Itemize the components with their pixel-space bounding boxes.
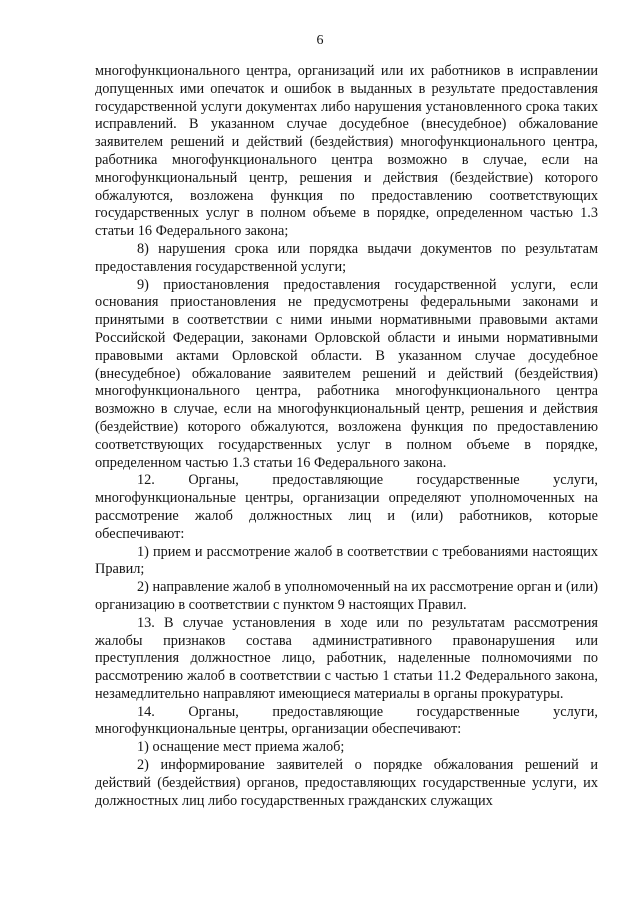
paragraph-section-14-item-2: 2) информирование заявителей о порядке обжалования решений и действий (бездействия) органов, предоставляющих государственные услуги, их должностных лиц либо государственных гражданских служащих <box>95 757 598 809</box>
paragraph-section-12: 12. Органы, предоставляющие государственные услуги, многофункциональные центры, организации определяют уполномоченных на рассмотрение жалоб должностных лиц и (или) работников, которые обеспечивают: <box>95 472 598 542</box>
paragraph-section-13: 13. В случае установления в ходе или по результатам рассмотрения жалобы признаков состава административного правонарушения или преступления должностное лицо, работник, наделенные полномочиями по рассмотрению жалоб в соответствии с частью 1 статьи 11.2 Федерального закона, незамедлительно направляют имеющиеся материалы в органы прокуратуры. <box>95 614 598 702</box>
paragraph-section-14: 14. Органы, предоставляющие государственные услуги, многофункциональные центры, организации обеспечивают: <box>95 703 598 738</box>
paragraph-item-8: 8) нарушения срока или порядка выдачи документов по результатам предоставления государственной услуги; <box>95 240 598 275</box>
paragraph-continuation: многофункционального центра, организаций или их работников в исправлении допущенных ими опечаток и ошибок в выданных в результате предоставления государственной услуги документах либо нарушения установленного срока таких исправлений. В указанном случае досудебное (внесудебное) обжалование заявителем решений и действий (бездействия) многофункционального центра, работника многофункционального центра возможно в случае, если на многофункциональный центр, решения и действия (бездействие) которого обжалуются, возложена функция по предоставлению соответствующих государственных услуг в полном объеме в порядке, определенном частью 1.3 статьи 16 Федерального закона; <box>95 63 598 240</box>
paragraph-section-14-item-1: 1) оснащение мест приема жалоб; <box>137 739 345 756</box>
body-text <box>95 63 598 810</box>
paragraph-item-9: 9) приостановления предоставления государственной услуги, если основания приостановления не предусмотрены федеральными законами и принятыми в соответствии с ними иными нормативными правовыми актами Российской Федерации, законами Орловской области и иными нормативными правовыми актами Орловской области. В указанном случае досудебное (внесудебное) обжалование заявителем решений и действий (бездействия) многофункционального центра, работника многофункционального центра возможно в случае, если на многофункциональный центр, решения и действия (бездействие) которого обжалуются, возложена функция по предоставлению соответствующих государственных услуг в полном объеме в порядке, определенном частью 1.3 статьи 16 Федерального закона. <box>95 276 598 471</box>
paragraph-section-12-item-2: 2) направление жалоб в уполномоченный на их рассмотрение орган и (или) организацию в соответствии с пунктом 9 настоящих Правил. <box>95 579 598 613</box>
page-number: 6 <box>316 33 324 48</box>
paragraph-section-12-item-1: 1) прием и рассмотрение жалоб в соответствии с требованиями настоящих Правил; <box>95 543 598 578</box>
